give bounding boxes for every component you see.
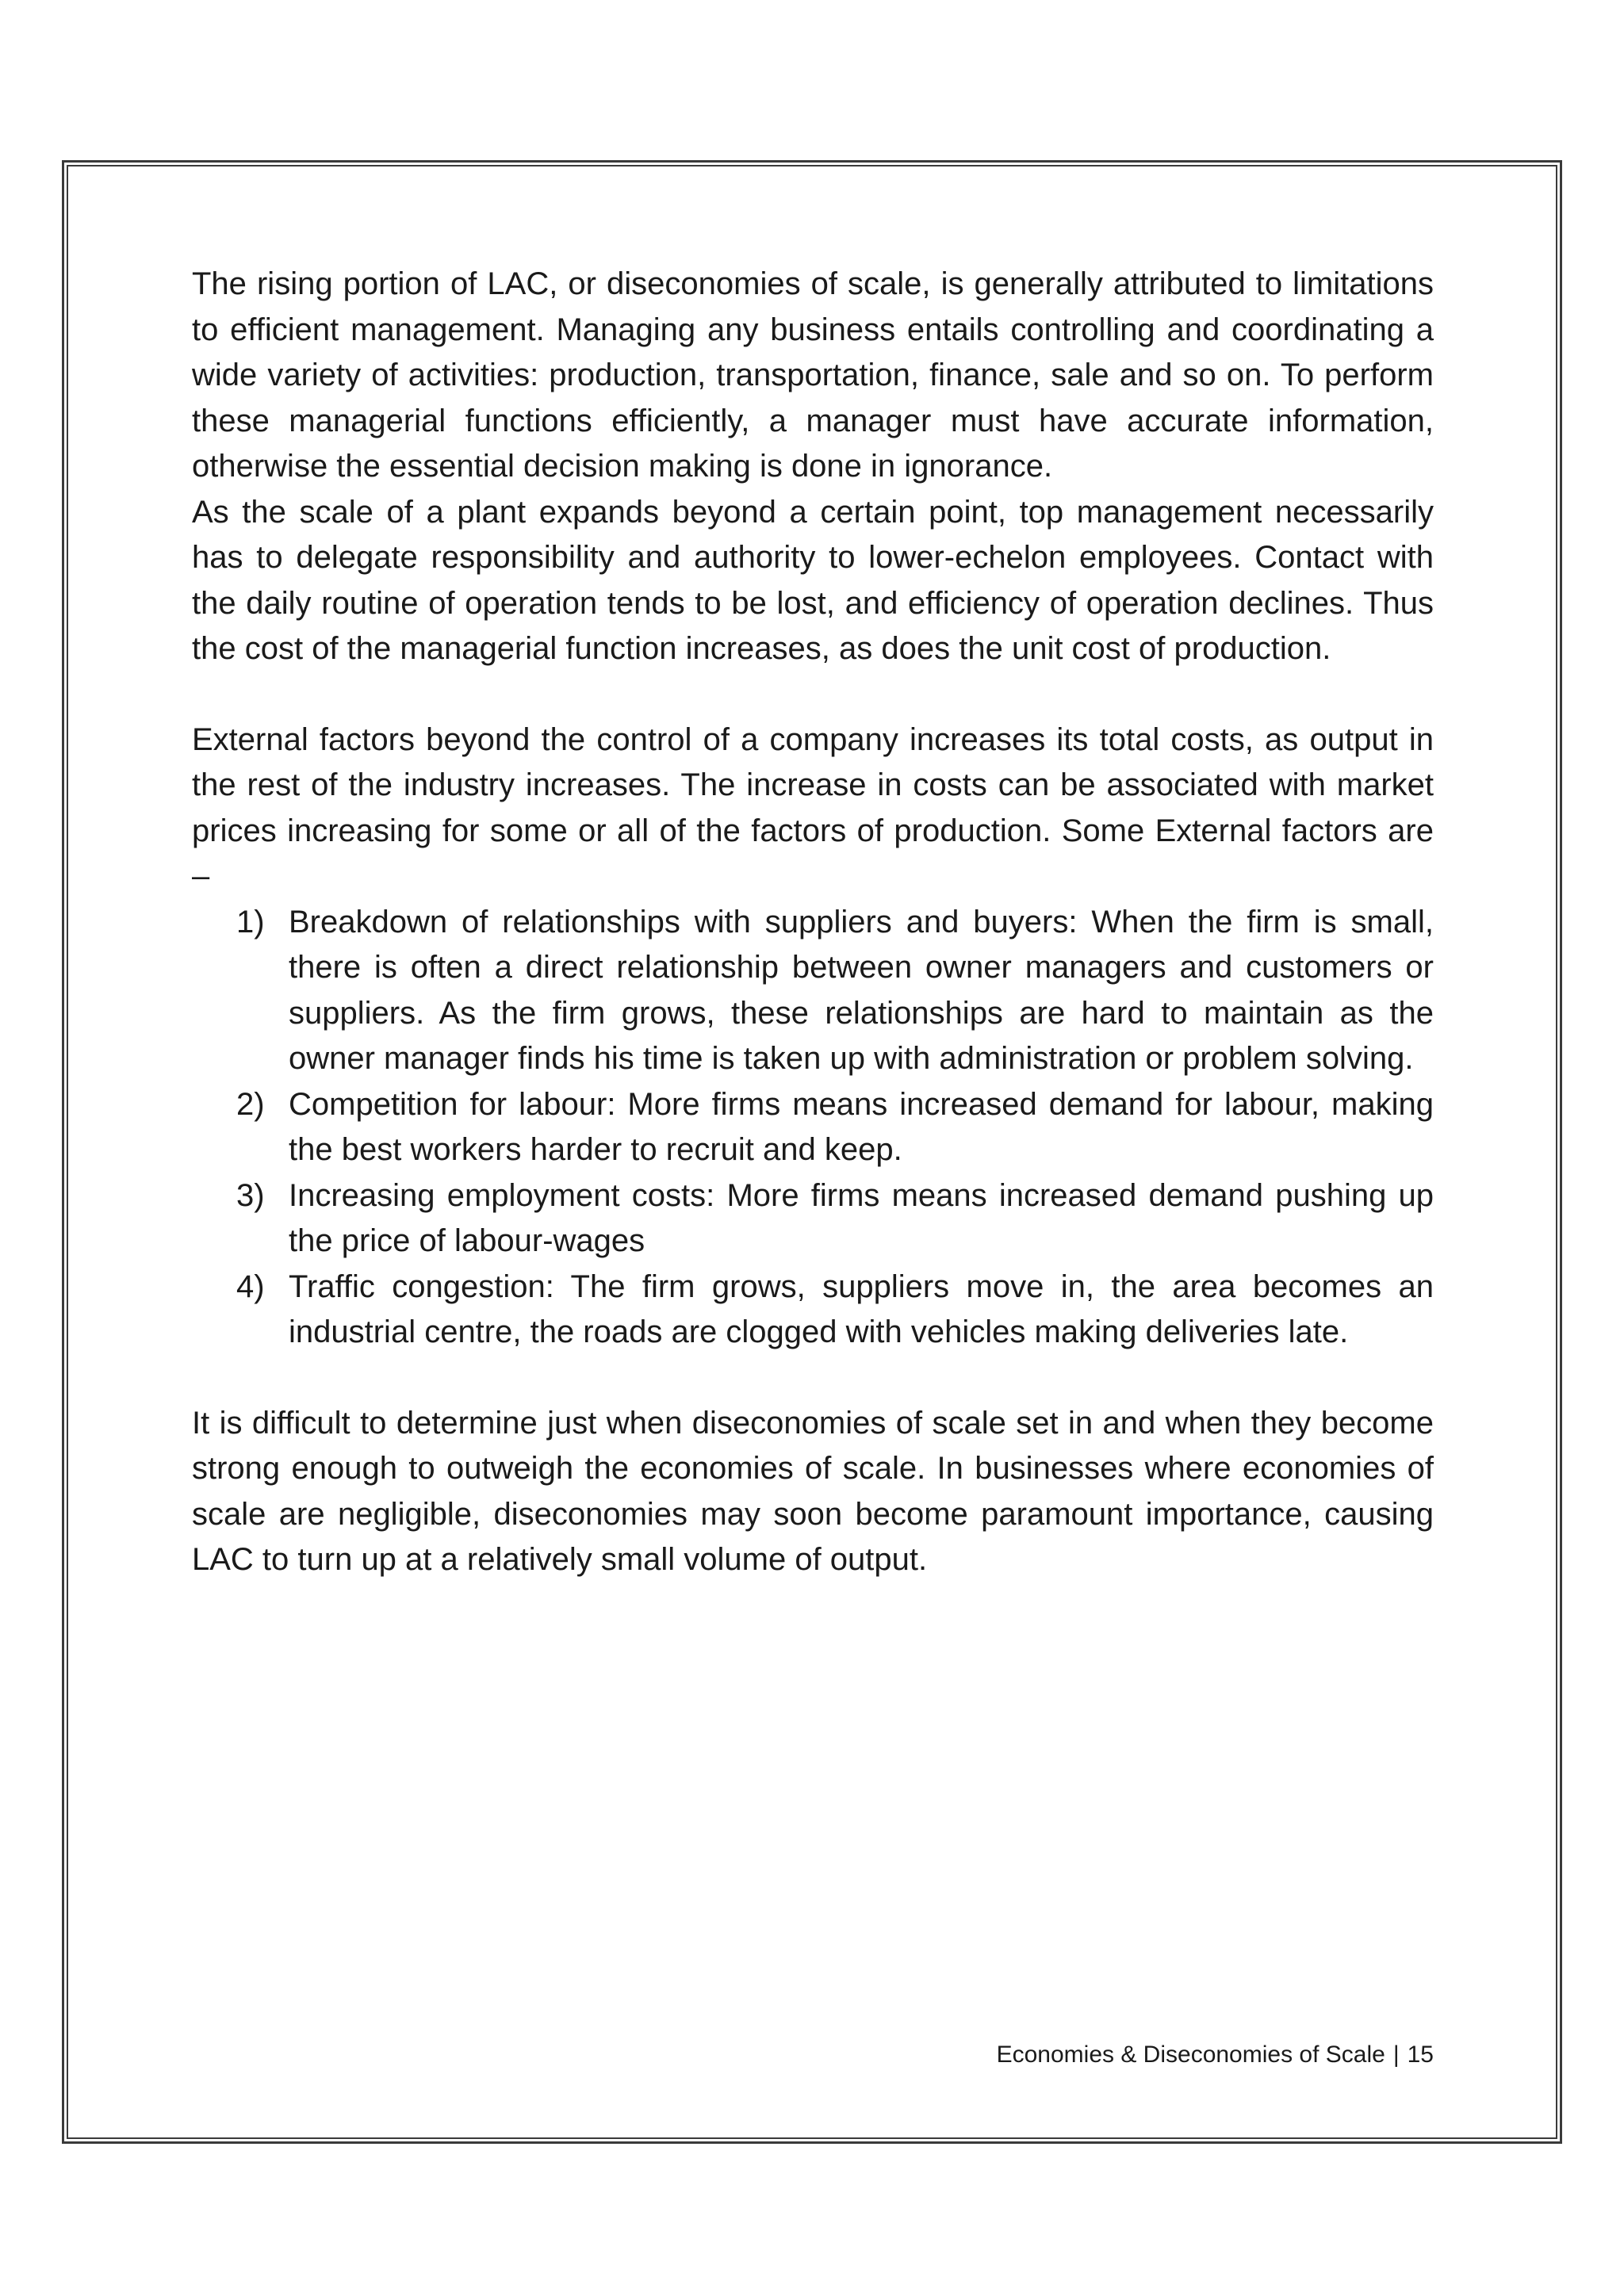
list-item-text: Increasing employment costs: More firms means increased demand pushing up the price of labour-wages — [289, 1177, 1434, 1258]
footer-title: Economies & Diseconomies of Scale — [996, 2042, 1385, 2068]
paragraph-conclusion: It is difficult to determine just when diseconomies of scale set in and when they become strong enough to outweigh the economies of scale. In businesses where economies of scale are negligible, diseconomies may soon become paramount importance, causing LAC to turn up at a relatively small volume of output. — [192, 1405, 1434, 1577]
list-item — [192, 1173, 1434, 1265]
list-item-number: 3) — [236, 1177, 265, 1213]
external-factors-list — [192, 900, 1434, 1356]
paragraph-gap — [192, 672, 1434, 718]
list-item — [192, 1265, 1434, 1356]
list-item-text: Competition for labour: More firms means increased demand for labour, making the best workers harder to recruit and keep. — [289, 1086, 1434, 1167]
page-number: 15 — [1407, 2042, 1434, 2068]
list-item-text: Breakdown of relationships with suppliers and buyers: When the firm is small, there is often a direct relationship between owner managers and customers or suppliers. As the firm grows, these relationships are hard to maintain as the owner manager finds his time is taken up with administration or problem solving. — [289, 904, 1434, 1076]
paragraph-external-factors: External factors beyond the control of a company increases its total costs, as output in the rest of the industry increases. The increase in costs can be associated with market prices increasing for some or all of the factors of production. Some External factors are – — [192, 721, 1434, 894]
list-item-number: 1) — [236, 904, 265, 939]
footer-separator: | — [1392, 2042, 1400, 2068]
page-content — [192, 262, 1434, 1583]
paragraph-gap — [192, 1356, 1434, 1401]
list-item — [192, 1082, 1434, 1173]
paragraph-delegation: As the scale of a plant expands beyond a certain point, top management necessarily has to delegate responsibility and authority to lower-echelon employees. Contact with the daily routine of operation tends to be lost, and efficiency of operation declines. Thus the cost of the managerial function increases, as does the unit cost of production. — [192, 494, 1434, 666]
list-item-number: 2) — [236, 1086, 265, 1122]
list-item-number: 4) — [236, 1269, 265, 1304]
list-item — [192, 900, 1434, 1082]
paragraph-management-limits: The rising portion of LAC, or diseconomies of scale, is generally attributed to limitations to efficient management. Managing any business entails controlling and coordinating a wide variety of activities: production, transportation, finance, sale and so on. To perform these managerial functions efficiently, a manager must have accurate information, otherwise the essential decision making is done in ignorance. — [192, 266, 1434, 484]
list-item-text: Traffic congestion: The firm grows, suppliers move in, the area becomes an industrial centre, the roads are clogged with vehicles making deliveries late. — [289, 1269, 1434, 1349]
page-footer — [997, 2039, 1434, 2071]
